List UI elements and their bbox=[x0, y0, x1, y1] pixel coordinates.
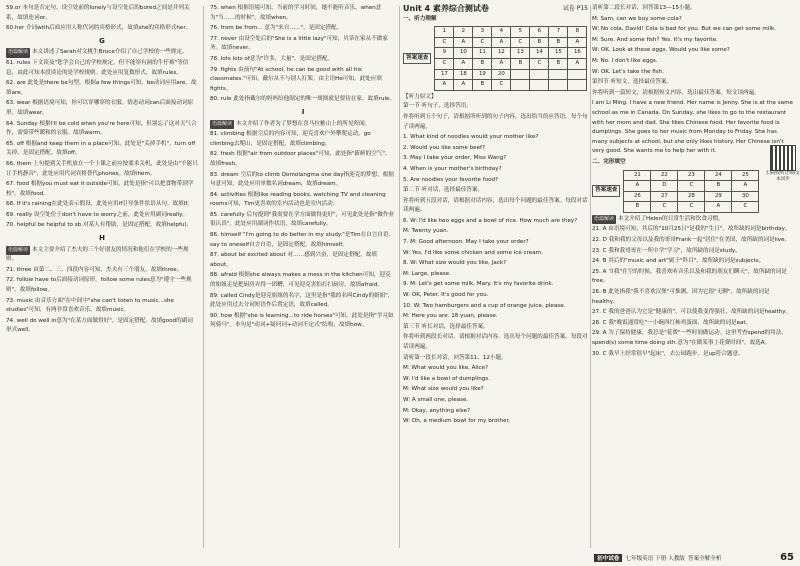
text-line: 8. W: What size would you like, Jack? bbox=[403, 260, 507, 267]
text-line: 25. A 当我"在空的时候，我喜欢听音乐以及和我的朋友们聊天"，故所缺的词是free。 bbox=[592, 268, 787, 285]
section-heading-g: G bbox=[99, 36, 105, 45]
analysis-badge: 语篇解读 bbox=[592, 215, 616, 225]
answer-cell bbox=[530, 80, 549, 91]
answer-grid-2 bbox=[592, 168, 794, 215]
answer-item: 87. about be excited about 对……感到兴奋，是固定搭配，故填about。 bbox=[210, 252, 377, 268]
unit-title: Unit 4 素养综合测试卷 试卷 P15 bbox=[403, 4, 588, 13]
answer-cell: A bbox=[492, 58, 511, 69]
text-line: M: Sure. And some fish? Yes. It's my favorite. bbox=[592, 36, 718, 43]
question-number-cell: 21 bbox=[624, 170, 651, 181]
column-divider bbox=[590, 6, 591, 548]
question-number-cell: 27 bbox=[651, 191, 678, 202]
text-line: 你将听到五个句子，请根据所听到的句子内容，选出恰当的应答语。每个句子读两遍。 bbox=[403, 113, 588, 130]
answer-item: 79. fights 由前句"At school, he can be good with all his classmates."可知，戴尔从不与别人打架。由主语He可知，此处应填fights。 bbox=[210, 66, 382, 92]
question-number-cell: 26 bbox=[624, 191, 651, 202]
question-number-cell: 17 bbox=[435, 69, 454, 80]
column-4 bbox=[592, 4, 794, 548]
text-line: M: Twenty yuan. bbox=[403, 228, 449, 235]
question-number-cell: 15 bbox=[549, 48, 568, 59]
text-line: 30. C 我早上经常很早"起床"，去公园跑步，是up符合题意。 bbox=[592, 350, 744, 357]
answer-cell: A bbox=[454, 37, 473, 48]
answer-cell: C bbox=[678, 202, 705, 213]
text-line: W: OK. Let's take the fish. bbox=[592, 68, 664, 75]
text-line: 21. A 由语境可知，其后的"10月25日"是我的"生日"，故所缺的词是birthday。 bbox=[592, 226, 791, 233]
answer-row bbox=[624, 191, 759, 202]
text-line: W: OK. Look at these eggs. Would you like some? bbox=[592, 47, 730, 54]
text-line: W: No cola, David! Cola is bad for you. But we can get some milk. bbox=[592, 26, 776, 33]
answer-cell: D bbox=[651, 181, 678, 192]
answer-item: 72. follow have to后面接动词原形。follow some rules意为"遵守一些规则"。故填follow。 bbox=[6, 277, 192, 294]
answer-item: 59.or 本句是否定句，设空处前的lonely与设空处后的bored之间是并列关系，故填连词or。 bbox=[6, 5, 190, 21]
answer-item: 69. really 设空处位于don't have to worry之前，此处应用副词really。 bbox=[6, 211, 189, 218]
question-number-cell: 24 bbox=[705, 170, 732, 181]
section-heading-h: H bbox=[99, 234, 105, 243]
answer-item: 64. Sunday 根据I'll be cold when you're here可知，但别忘了这对天气合作，需要带些暖和的衣服。故填warm。 bbox=[6, 120, 197, 137]
footer-tail: 答案全解全析 bbox=[687, 555, 722, 562]
answer-cell: C bbox=[678, 181, 705, 192]
text-line: 请听第二段长对话，回答第13—15小题。 bbox=[592, 5, 696, 11]
analysis-badge: 语篇解读 bbox=[6, 246, 30, 256]
answer-cell: B bbox=[549, 37, 568, 48]
text-line: 2. Would you like some beef? bbox=[403, 144, 485, 151]
answer-cell: B bbox=[705, 181, 732, 192]
question-number-cell: 23 bbox=[678, 170, 705, 181]
answer-item: 78. lots lots of意为"许多，大量"，是固定搭配。 bbox=[210, 55, 334, 62]
text-line: 你将听到一篇短文，请根据短文内容，选出最佳答案。短文读两遍。 bbox=[592, 89, 760, 96]
answer-label: 答案速查 bbox=[403, 53, 431, 65]
text-line: M: Large, please. bbox=[403, 270, 451, 277]
answer-explanations bbox=[592, 225, 794, 359]
answer-cell: C bbox=[651, 202, 678, 213]
page-reference: 试卷 P15 bbox=[562, 5, 588, 12]
answer-item: 81. climbing 根据空后的内容可知，迎克喜欢户外攀爬运动。go climbing去爬山，是固定搭配，故填climbing。 bbox=[210, 131, 371, 147]
question-number-cell: 4 bbox=[492, 27, 511, 38]
answer-cell bbox=[549, 80, 568, 91]
answer-cell: A bbox=[435, 80, 454, 91]
answer-cell: C bbox=[435, 58, 454, 69]
question-number-cell: 28 bbox=[678, 191, 705, 202]
question-number-cell: 30 bbox=[732, 191, 759, 202]
text-line: 4. When is your mother's birthday? bbox=[403, 165, 502, 172]
answer-row bbox=[435, 80, 587, 91]
column-divider bbox=[203, 6, 204, 548]
answer-item: 90. how 根据"she is learning...to ride horses"可知，此处是指"学习如何骑马"。本句是"动词+疑问词+动词不定式"结构，故填how。 bbox=[210, 312, 394, 329]
answer-cell: A bbox=[732, 181, 759, 192]
text-line: 1. What kind of noodles would your mother like? bbox=[403, 134, 539, 141]
answer-item: 83. dream 空后的to climb Qomolangma one day指迎克的梦想。根据句意可知，此处应用单数名词dream，故填dream。 bbox=[210, 171, 394, 188]
question-number-cell: 18 bbox=[454, 69, 473, 80]
part-heading: 二、完形填空 bbox=[592, 158, 626, 165]
text-line: 26. B 此处指我"我不喜欢汉堡"可推测，因为它很"无聊"，故所缺的词是healthy。 bbox=[592, 289, 770, 305]
answer-cell: A bbox=[492, 37, 511, 48]
question-number-cell: 10 bbox=[454, 48, 473, 59]
question-number-cell: 13 bbox=[511, 48, 530, 59]
answer-item: 89. called Cindy是迎克姐姐的名字，这里是指"我的名叫Cindy的姐姐"，此处应用过去分词短语作后置定语，故填called。 bbox=[210, 292, 394, 309]
analysis-badge: 语篇解读 bbox=[210, 120, 234, 130]
text-line: 9. M: Let's get some milk, Mary. It's my favorite drink. bbox=[403, 281, 554, 288]
text-line: W: Oh, a medium bowl for my brother. bbox=[403, 418, 511, 425]
answer-item: 75. when 根据语境可知，当前的学习时间，她不能听音乐，when意为"当……的时候"。故填when。 bbox=[210, 5, 382, 21]
text-line: 27. C 我的爸爸认为它是"健康的"，可以使我变得强壮，故所缺的词是healthy。 bbox=[592, 309, 792, 316]
question-number-cell: 3 bbox=[473, 27, 492, 38]
answer-item: 80. rule 此处指戴尔的妈妈给他制定的唯一规则就是要待在家。故填rule。 bbox=[210, 96, 396, 103]
text-line: 29. A 为了保持健康，我总是"花费"一些时间做运动。这里考查spend的用法，spend(s) some time doing sth.意为"在做某事上花费时间"。故选A。 bbox=[592, 330, 788, 346]
question-number-cell: 25 bbox=[732, 170, 759, 181]
answer-cell: A bbox=[454, 58, 473, 69]
text-line: 第四节 听短文，选择最佳答案。 bbox=[592, 79, 673, 86]
text-line: W: Yes, I'd like some chicken and some ice cream. bbox=[403, 249, 543, 256]
question-number-cell: 1 bbox=[435, 27, 454, 38]
section-heading-i: I bbox=[301, 107, 305, 116]
answer-cell: B bbox=[473, 80, 492, 91]
answer-cell: B bbox=[549, 58, 568, 69]
answer-cell bbox=[568, 80, 587, 91]
text-line: I am Li Ming. I have a new friend. Her name is Jenny. She is at the same school as me in Canada. On Sunday, she likes to go to the restaurant with her mom and dad. She likes Chinese food. Her favorite food is dumplings. She goes to her music from Monday to Friday. She has many subjects at school, but she only likes history. Her Chinese isn't very good. She wants me to help her with it. bbox=[592, 100, 793, 155]
question-number-cell bbox=[511, 69, 530, 80]
answer-row bbox=[624, 181, 759, 192]
text-line: M: Okay, anything else? bbox=[403, 407, 471, 414]
answer-cell: C bbox=[492, 80, 511, 91]
question-number-cell: 16 bbox=[568, 48, 587, 59]
answer-row bbox=[435, 58, 587, 69]
transcript-continued bbox=[592, 4, 794, 157]
answer-item: 63. wear 根据语境可知，你可以穿哪穿的衣服。情态动词can后面接动词原形。故填wear。 bbox=[6, 100, 194, 116]
passage-note: 语篇解读 本文主要介绍了杰夫的三个好朋友的情况和他们在学校的一些规则。 bbox=[6, 246, 189, 263]
text-line: 第一节 听句子，选择答语。 bbox=[403, 103, 472, 110]
question-number-cell: 19 bbox=[473, 69, 492, 80]
answer-row bbox=[435, 27, 587, 38]
question-number-cell: 5 bbox=[511, 27, 530, 38]
answer-row bbox=[435, 48, 587, 59]
question-number-cell: 20 bbox=[492, 69, 511, 80]
text-line: 10. W: Two hamburgers and a cup of orange juice, please. bbox=[403, 302, 566, 309]
column-divider bbox=[399, 6, 400, 548]
text-line: 7. M: Good afternoon. May I take your order? bbox=[403, 239, 529, 246]
question-number-cell: 11 bbox=[473, 48, 492, 59]
answer-item: 61. rules 下文谈及"您学会自己的学校规定，但不能穿有洞的牛仔裤"等信息，由此可知本段谈论的是学校规则。此处应用复数形式，故填rules。 bbox=[6, 59, 189, 76]
answer-label: 答案速查 bbox=[592, 185, 620, 197]
question-number-cell: 6 bbox=[530, 27, 549, 38]
answer-cell: C bbox=[511, 37, 530, 48]
question-number-cell: 14 bbox=[530, 48, 549, 59]
answer-cell: C bbox=[530, 58, 549, 69]
answer-cell: C bbox=[435, 37, 454, 48]
qr-caption: 扫码收听音频/文本同步 bbox=[766, 171, 800, 182]
question-number-cell: 22 bbox=[651, 170, 678, 181]
answer-cell: A bbox=[568, 37, 587, 48]
passage-note: 语篇解读 本文介绍了作者为了梦想在喜马拉雅山上的所见所闻。 bbox=[210, 120, 396, 130]
answer-cell: A bbox=[568, 58, 587, 69]
answer-item: 73. music 由音乐方面"在中间中"she can't listen to music...she studies"可知，有两非常喜欢音乐。故填music。 bbox=[6, 297, 174, 314]
answer-item: 77. never 由设空处后的"She is a little lazy"可知，贝蒂在家从不做家务。故填never。 bbox=[210, 35, 388, 52]
answer-cell: C bbox=[473, 37, 492, 48]
text-line: W: I'd like a bowl of dumplings. bbox=[403, 375, 490, 382]
answer-grid-1 bbox=[403, 24, 588, 93]
text-line: 第三节 听长对话，选择最佳答案。 bbox=[403, 323, 489, 330]
footer-text: 七年级英语 下册 人教版 bbox=[625, 555, 685, 562]
question-number-cell: 2 bbox=[454, 27, 473, 38]
answer-cell bbox=[511, 80, 530, 91]
answer-cell: A bbox=[624, 181, 651, 192]
answer-table bbox=[623, 170, 759, 213]
answer-item: 85. carefully 后句提到"我需要在学方面做得更好"，可见此处是指"做作业很认真"。此处应用副词作状语，故填carefully。 bbox=[210, 211, 395, 228]
text-line: 22. D 我和我的父母以及我的哥哥Frank一起"居住"在美国，故所缺的词是live。 bbox=[592, 237, 791, 244]
question-number-cell bbox=[568, 69, 587, 80]
answer-item: 60.her 介词with后面应用人称代词的宾格形式，故填she的宾格形式her。 bbox=[6, 25, 192, 32]
page-number: 65 bbox=[780, 552, 794, 563]
text-line: 6. W: I'd like two eggs and a bowl of rice. How much are they? bbox=[403, 217, 578, 224]
text-line: 23. C 我和我哥哥在一所中学"学习"，故所缺的词是study。 bbox=[592, 247, 741, 254]
text-line: 3. May I take your order, Miss Wang? bbox=[403, 155, 507, 162]
footer-brand: 初中试卷 bbox=[594, 554, 622, 562]
text-line: 5. Are noodles your favorite food? bbox=[403, 176, 499, 183]
page-footer bbox=[594, 552, 794, 563]
column-3 bbox=[403, 4, 588, 548]
column-2 bbox=[210, 4, 396, 548]
text-line: 第二节 听对话，选择最佳答案。 bbox=[403, 187, 484, 194]
answer-cell: B bbox=[511, 58, 530, 69]
text-line: W: OK, Peter. It's good for you. bbox=[403, 292, 489, 299]
question-number-cell: 29 bbox=[705, 191, 732, 202]
answer-item: 65. off 根据and keep them in a place可知，此处是"关掉手机"，turn off关掉，是固定搭配。故填off。 bbox=[6, 140, 196, 157]
transcript-heading: 【听力原文】 bbox=[403, 93, 437, 100]
answer-item: 67. food 根据you must eat it outside可知，此处是指"可以把食物带到学校"。故填food。 bbox=[6, 181, 194, 197]
answer-item: 68. If it's raining在此处表示假设，此处应用if引导条件状语从句。故填If。 bbox=[6, 201, 193, 208]
answer-row bbox=[435, 69, 587, 80]
transcript bbox=[403, 102, 588, 426]
text-line: 你将听到两段长对话，请根据对话内容，选出每个问题的最佳答案。每段对话读两遍。 bbox=[403, 334, 588, 350]
text-line: 请听第一段长对话，回答第11、12小题。 bbox=[403, 354, 507, 361]
part-heading: 一、听力理解 bbox=[403, 15, 437, 22]
answer-item: 84. activities 根据like reading books, watching TV and cleaning rooms可知，Tim更喜欢的室内活动也是室内活动。 bbox=[210, 191, 386, 208]
answer-item: 82. fresh 根据"air from outdoor places"可知，此处指"新鲜的空气"，故填fresh。 bbox=[210, 151, 391, 167]
text-line: 24. B 其后的"music and art"属于"科目"，故所缺的词是subjects。 bbox=[592, 258, 765, 265]
answer-row bbox=[624, 202, 759, 213]
column-1 bbox=[6, 4, 198, 548]
answer-cell: B bbox=[530, 37, 549, 48]
answer-cell: B bbox=[473, 58, 492, 69]
text-line: 28. C 我"晚饭通常吃"一小碗西红柿鸡蛋面，故所缺的词是eat。 bbox=[592, 319, 752, 326]
question-number-cell bbox=[530, 69, 549, 80]
text-line: 你将听到五段对话，请根据对话内容，选出每个问题的最佳答案。每段对话读两遍。 bbox=[403, 197, 588, 214]
text-line: M: No. I don't like eggs. bbox=[592, 57, 658, 64]
answer-cell: B bbox=[624, 202, 651, 213]
answer-cell: A bbox=[454, 80, 473, 91]
answer-cell: A bbox=[705, 202, 732, 213]
answer-item: 76. from be from... 意为"来自……"，是固定搭配。 bbox=[210, 25, 343, 32]
text-line: W: A small one, please. bbox=[403, 396, 469, 403]
passage-note: 语篇解读 本文介绍了Helen的日常生活和饮食习惯。 bbox=[592, 215, 794, 225]
question-number-cell bbox=[549, 69, 568, 80]
text-line: M: Sam, can we buy some cola? bbox=[592, 15, 682, 22]
question-number-cell: 12 bbox=[492, 48, 511, 59]
answer-row bbox=[624, 170, 759, 181]
analysis-badge: 语篇解读 bbox=[6, 48, 30, 58]
answer-item: 86. himself "I'm going to do better in my study."是Tim在自言自语。say to oneself自言自语，是固定搭配，故填himself。 bbox=[210, 232, 395, 248]
text-line: M: Here you are. 18 yuan, please. bbox=[403, 313, 498, 320]
answer-item: 71. three 由第二、三、四段内容可知，杰夫有三个朋友，故填three。 bbox=[6, 266, 183, 273]
answer-item: 70. helpful be helpful to sb.对某人有帮助，是固定搭配。故填helpful。 bbox=[6, 222, 192, 229]
answer-row bbox=[435, 37, 587, 48]
answer-cell: C bbox=[732, 202, 759, 213]
text-line: M: What would you like, Alice? bbox=[403, 365, 489, 372]
question-number-cell: 7 bbox=[549, 27, 568, 38]
question-number-cell: 9 bbox=[435, 48, 454, 59]
passage-note: 语篇解读 本文讲述了Sarah对文桃生Bruce介绍了自己学校的一些规定。 bbox=[6, 48, 198, 58]
answer-table bbox=[434, 26, 587, 91]
answer-item: 88. afraid 根据she always makes a mess in the kitchen可知，迎克的姐姐走是把厨房弄得一团糟，可见迎克害怕打扫厨房。故填afraid。 bbox=[210, 272, 391, 289]
answer-item: 66. them 上句提到关手机放在一个上课之前应按要求关机，此处是由"不能只让手机静音"，此处应用代词宾格替代phones。故填them。 bbox=[6, 160, 198, 177]
question-number-cell: 8 bbox=[568, 27, 587, 38]
answer-item: 74. well do well in意为"在某方面做得好"，是固定搭配。故填good的副词形式well。 bbox=[6, 317, 193, 334]
answer-item: 62. are 此处是there be句型，根据a few things可知，be动词应用are。故填are。 bbox=[6, 80, 197, 96]
text-line: M: What size would you like? bbox=[403, 386, 484, 393]
